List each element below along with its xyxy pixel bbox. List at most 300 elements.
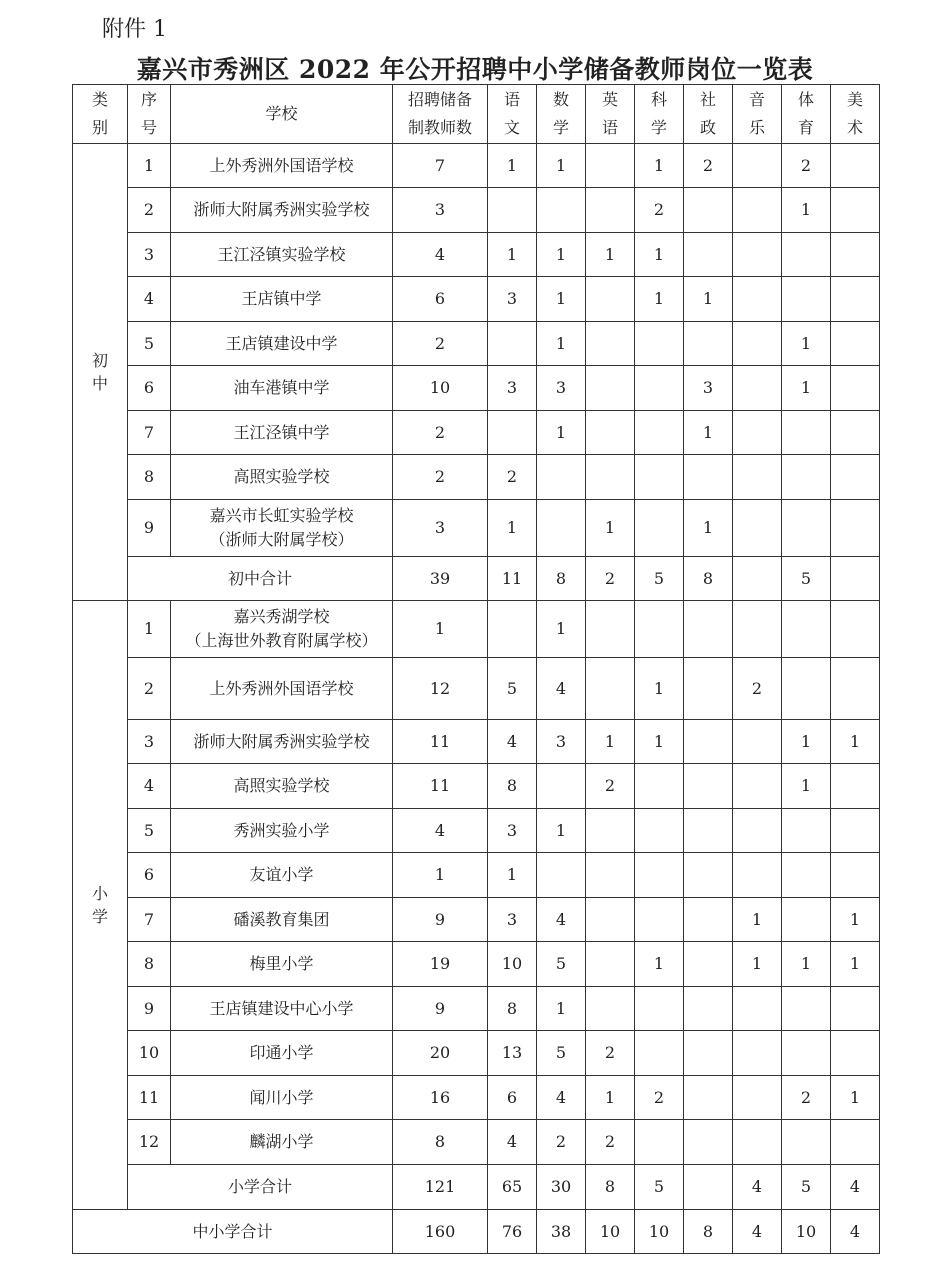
music-cell <box>733 720 782 764</box>
chinese-cell: 3 <box>488 898 537 942</box>
category-cell: 初 中 <box>73 144 128 601</box>
math-cell <box>537 188 586 233</box>
pe-cell: 1 <box>782 188 831 233</box>
table-header-row <box>73 85 880 144</box>
math-cell: 4 <box>537 658 586 720</box>
music-cell <box>733 455 782 500</box>
science-cell <box>635 1031 684 1076</box>
music-cell <box>733 1120 782 1165</box>
music-cell: 1 <box>733 898 782 942</box>
music-cell <box>733 601 782 658</box>
row-index: 2 <box>128 658 171 720</box>
math-cell: 8 <box>537 557 586 601</box>
social-cell <box>684 188 733 233</box>
math-cell: 1 <box>537 322 586 366</box>
school-name: 嘉兴秀湖学校 （上海世外教育附属学校） <box>171 601 393 658</box>
table-row <box>73 764 880 809</box>
chinese-cell: 1 <box>488 500 537 557</box>
art-cell <box>831 601 880 658</box>
social-cell: 2 <box>684 144 733 188</box>
school-name: 印通小学 <box>171 1031 393 1076</box>
science-cell <box>635 500 684 557</box>
english-cell <box>586 322 635 366</box>
chinese-cell: 5 <box>488 658 537 720</box>
total-cell: 3 <box>393 188 488 233</box>
total-cell: 39 <box>393 557 488 601</box>
chinese-cell: 1 <box>488 853 537 898</box>
music-cell <box>733 277 782 322</box>
science-cell: 1 <box>635 233 684 277</box>
school-name: 油车港镇中学 <box>171 366 393 411</box>
row-index: 9 <box>128 500 171 557</box>
table-row <box>73 1076 880 1120</box>
school-name: 高照实验学校 <box>171 455 393 500</box>
total-cell: 2 <box>393 411 488 455</box>
chinese-cell: 8 <box>488 987 537 1031</box>
row-index: 8 <box>128 455 171 500</box>
table-row <box>73 366 880 411</box>
table-row <box>73 277 880 322</box>
table-row <box>73 601 880 658</box>
science-cell: 5 <box>635 1165 684 1210</box>
science-cell <box>635 601 684 658</box>
total-cell: 4 <box>393 233 488 277</box>
header-school: 学校 <box>171 85 393 144</box>
pe-cell: 1 <box>782 942 831 987</box>
pe-cell <box>782 1120 831 1165</box>
art-cell <box>831 322 880 366</box>
table-row <box>73 853 880 898</box>
art-cell: 1 <box>831 898 880 942</box>
grand-total-row <box>73 1210 880 1254</box>
art-cell <box>831 233 880 277</box>
row-index: 9 <box>128 987 171 1031</box>
art-cell: 1 <box>831 1076 880 1120</box>
science-cell: 2 <box>635 1076 684 1120</box>
social-cell <box>684 601 733 658</box>
music-cell <box>733 500 782 557</box>
english-cell <box>586 277 635 322</box>
school-name: 秀洲实验小学 <box>171 809 393 853</box>
school-name: 王江泾镇实验学校 <box>171 233 393 277</box>
english-cell: 1 <box>586 720 635 764</box>
table-row <box>73 658 880 720</box>
social-cell: 1 <box>684 411 733 455</box>
english-cell <box>586 455 635 500</box>
art-cell <box>831 557 880 601</box>
english-cell: 2 <box>586 557 635 601</box>
table-row <box>73 188 880 233</box>
pe-cell: 1 <box>782 764 831 809</box>
school-name: 磻溪教育集团 <box>171 898 393 942</box>
math-cell: 1 <box>537 233 586 277</box>
social-cell <box>684 233 733 277</box>
math-cell <box>537 764 586 809</box>
art-cell: 4 <box>831 1210 880 1254</box>
header-index: 序 号 <box>128 85 171 144</box>
total-cell: 20 <box>393 1031 488 1076</box>
music-cell: 2 <box>733 658 782 720</box>
music-cell <box>733 366 782 411</box>
english-cell <box>586 809 635 853</box>
chinese-cell: 1 <box>488 144 537 188</box>
school-name: 嘉兴市长虹实验学校 （浙师大附属学校） <box>171 500 393 557</box>
pe-cell <box>782 987 831 1031</box>
total-cell: 9 <box>393 898 488 942</box>
chinese-cell <box>488 188 537 233</box>
math-cell: 4 <box>537 898 586 942</box>
science-cell: 1 <box>635 720 684 764</box>
subtotal-row <box>73 1165 880 1210</box>
pe-cell: 10 <box>782 1210 831 1254</box>
row-index: 5 <box>128 322 171 366</box>
music-cell <box>733 144 782 188</box>
math-cell: 38 <box>537 1210 586 1254</box>
math-cell: 3 <box>537 720 586 764</box>
science-cell <box>635 764 684 809</box>
school-name: 王江泾镇中学 <box>171 411 393 455</box>
chinese-cell <box>488 601 537 658</box>
table-row <box>73 1031 880 1076</box>
art-cell <box>831 1120 880 1165</box>
social-cell <box>684 1031 733 1076</box>
art-cell <box>831 809 880 853</box>
row-index: 5 <box>128 809 171 853</box>
math-cell: 1 <box>537 144 586 188</box>
row-index: 11 <box>128 1076 171 1120</box>
art-cell <box>831 277 880 322</box>
page-title: 嘉兴市秀洲区 2022 年公开招聘中小学储备教师岗位一览表 <box>136 55 814 84</box>
music-cell <box>733 557 782 601</box>
total-cell: 1 <box>393 853 488 898</box>
header-science: 科 学 <box>635 85 684 144</box>
school-name: 友谊小学 <box>171 853 393 898</box>
pe-cell <box>782 853 831 898</box>
math-cell: 2 <box>537 1120 586 1165</box>
school-name: 上外秀洲外国语学校 <box>171 658 393 720</box>
music-cell <box>733 853 782 898</box>
art-cell <box>831 500 880 557</box>
total-cell: 16 <box>393 1076 488 1120</box>
row-index: 2 <box>128 188 171 233</box>
table-row <box>73 411 880 455</box>
social-cell <box>684 987 733 1031</box>
math-cell: 30 <box>537 1165 586 1210</box>
english-cell <box>586 658 635 720</box>
english-cell: 2 <box>586 1120 635 1165</box>
science-cell <box>635 1120 684 1165</box>
social-cell <box>684 720 733 764</box>
row-index: 3 <box>128 720 171 764</box>
row-index: 4 <box>128 764 171 809</box>
header-total: 招聘储备 制教师数 <box>393 85 488 144</box>
total-cell: 11 <box>393 764 488 809</box>
total-cell: 19 <box>393 942 488 987</box>
social-cell: 1 <box>684 500 733 557</box>
total-cell: 2 <box>393 455 488 500</box>
total-cell: 10 <box>393 366 488 411</box>
art-cell <box>831 987 880 1031</box>
music-cell <box>733 188 782 233</box>
header-art: 美 术 <box>831 85 880 144</box>
school-name: 王店镇中学 <box>171 277 393 322</box>
table-row <box>73 455 880 500</box>
social-cell: 3 <box>684 366 733 411</box>
art-cell <box>831 764 880 809</box>
art-cell <box>831 455 880 500</box>
subtotal-row <box>73 557 880 601</box>
math-cell <box>537 853 586 898</box>
social-cell: 1 <box>684 277 733 322</box>
social-cell <box>684 1076 733 1120</box>
chinese-cell: 3 <box>488 809 537 853</box>
music-cell <box>733 233 782 277</box>
pe-cell <box>782 277 831 322</box>
school-name: 梅里小学 <box>171 942 393 987</box>
art-cell <box>831 1031 880 1076</box>
pe-cell: 2 <box>782 1076 831 1120</box>
header-category: 类 别 <box>73 85 128 144</box>
english-cell: 2 <box>586 764 635 809</box>
science-cell: 5 <box>635 557 684 601</box>
row-index: 4 <box>128 277 171 322</box>
math-cell: 1 <box>537 809 586 853</box>
chinese-cell: 4 <box>488 720 537 764</box>
header-social: 社 政 <box>684 85 733 144</box>
total-cell: 7 <box>393 144 488 188</box>
pe-cell <box>782 898 831 942</box>
music-cell <box>733 322 782 366</box>
school-name: 王店镇建设中心小学 <box>171 987 393 1031</box>
music-cell <box>733 411 782 455</box>
row-index: 8 <box>128 942 171 987</box>
row-index: 10 <box>128 1031 171 1076</box>
art-cell <box>831 853 880 898</box>
table-row <box>73 144 880 188</box>
school-name: 浙师大附属秀洲实验学校 <box>171 720 393 764</box>
school-name: 上外秀洲外国语学校 <box>171 144 393 188</box>
science-cell: 1 <box>635 942 684 987</box>
pe-cell <box>782 455 831 500</box>
art-cell <box>831 144 880 188</box>
school-name: 闻川小学 <box>171 1076 393 1120</box>
total-cell: 1 <box>393 601 488 658</box>
school-name: 麟湖小学 <box>171 1120 393 1165</box>
chinese-cell: 3 <box>488 277 537 322</box>
table-row <box>73 500 880 557</box>
table-row <box>73 898 880 942</box>
math-cell: 1 <box>537 277 586 322</box>
math-cell <box>537 455 586 500</box>
total-cell: 9 <box>393 987 488 1031</box>
social-cell <box>684 1165 733 1210</box>
english-cell <box>586 898 635 942</box>
chinese-cell: 76 <box>488 1210 537 1254</box>
social-cell <box>684 809 733 853</box>
art-cell <box>831 411 880 455</box>
music-cell <box>733 1076 782 1120</box>
math-cell: 5 <box>537 1031 586 1076</box>
math-cell: 4 <box>537 1076 586 1120</box>
pe-cell <box>782 601 831 658</box>
math-cell: 3 <box>537 366 586 411</box>
total-cell: 160 <box>393 1210 488 1254</box>
math-cell <box>537 500 586 557</box>
pe-cell <box>782 233 831 277</box>
music-cell <box>733 987 782 1031</box>
row-index: 6 <box>128 853 171 898</box>
header-chinese: 语 文 <box>488 85 537 144</box>
pe-cell <box>782 500 831 557</box>
social-cell <box>684 455 733 500</box>
science-cell: 1 <box>635 277 684 322</box>
science-cell: 1 <box>635 144 684 188</box>
math-cell: 1 <box>537 601 586 658</box>
art-cell: 1 <box>831 720 880 764</box>
chinese-cell <box>488 411 537 455</box>
row-index: 12 <box>128 1120 171 1165</box>
science-cell <box>635 366 684 411</box>
subtotal-label: 小学合计 <box>128 1165 393 1210</box>
total-cell: 8 <box>393 1120 488 1165</box>
row-index: 6 <box>128 366 171 411</box>
chinese-cell: 8 <box>488 764 537 809</box>
social-cell <box>684 853 733 898</box>
school-name: 王店镇建设中学 <box>171 322 393 366</box>
category-cell: 小 学 <box>73 601 128 1210</box>
english-cell <box>586 942 635 987</box>
art-cell <box>831 188 880 233</box>
attachment-label: 附件 1 <box>102 17 167 42</box>
chinese-cell: 11 <box>488 557 537 601</box>
music-cell: 4 <box>733 1165 782 1210</box>
school-name: 高照实验学校 <box>171 764 393 809</box>
pe-cell: 1 <box>782 366 831 411</box>
chinese-cell: 1 <box>488 233 537 277</box>
english-cell <box>586 601 635 658</box>
english-cell: 8 <box>586 1165 635 1210</box>
english-cell: 10 <box>586 1210 635 1254</box>
music-cell: 1 <box>733 942 782 987</box>
science-cell <box>635 411 684 455</box>
science-cell <box>635 987 684 1031</box>
english-cell: 1 <box>586 1076 635 1120</box>
social-cell <box>684 898 733 942</box>
total-cell: 6 <box>393 277 488 322</box>
row-index: 1 <box>128 144 171 188</box>
chinese-cell: 10 <box>488 942 537 987</box>
english-cell <box>586 366 635 411</box>
table-row <box>73 233 880 277</box>
pe-cell: 5 <box>782 557 831 601</box>
english-cell: 2 <box>586 1031 635 1076</box>
music-cell <box>733 764 782 809</box>
header-math: 数 学 <box>537 85 586 144</box>
total-cell: 121 <box>393 1165 488 1210</box>
music-cell <box>733 1031 782 1076</box>
social-cell <box>684 942 733 987</box>
chinese-cell: 65 <box>488 1165 537 1210</box>
table-row <box>73 809 880 853</box>
header-pe: 体 育 <box>782 85 831 144</box>
pe-cell <box>782 411 831 455</box>
math-cell: 5 <box>537 942 586 987</box>
pe-cell <box>782 658 831 720</box>
pe-cell: 2 <box>782 144 831 188</box>
music-cell: 4 <box>733 1210 782 1254</box>
social-cell <box>684 1120 733 1165</box>
table-row <box>73 1120 880 1165</box>
table-row <box>73 942 880 987</box>
total-cell: 11 <box>393 720 488 764</box>
table-row <box>73 322 880 366</box>
english-cell <box>586 987 635 1031</box>
music-cell <box>733 809 782 853</box>
chinese-cell: 4 <box>488 1120 537 1165</box>
header-english: 英 语 <box>586 85 635 144</box>
english-cell <box>586 853 635 898</box>
pe-cell <box>782 809 831 853</box>
pe-cell: 1 <box>782 720 831 764</box>
english-cell: 1 <box>586 500 635 557</box>
chinese-cell: 3 <box>488 366 537 411</box>
pe-cell <box>782 1031 831 1076</box>
science-cell <box>635 853 684 898</box>
pe-cell: 1 <box>782 322 831 366</box>
english-cell <box>586 411 635 455</box>
chinese-cell: 2 <box>488 455 537 500</box>
social-cell <box>684 322 733 366</box>
chinese-cell: 6 <box>488 1076 537 1120</box>
art-cell <box>831 658 880 720</box>
school-name: 浙师大附属秀洲实验学校 <box>171 188 393 233</box>
math-cell: 1 <box>537 411 586 455</box>
science-cell <box>635 898 684 942</box>
row-index: 3 <box>128 233 171 277</box>
total-cell: 2 <box>393 322 488 366</box>
art-cell <box>831 366 880 411</box>
english-cell <box>586 144 635 188</box>
science-cell: 1 <box>635 658 684 720</box>
chinese-cell <box>488 322 537 366</box>
row-index: 1 <box>128 601 171 658</box>
grand-total-label: 中小学合计 <box>73 1210 393 1254</box>
recruitment-table <box>72 84 880 1254</box>
science-cell <box>635 809 684 853</box>
science-cell <box>635 455 684 500</box>
english-cell: 1 <box>586 233 635 277</box>
art-cell: 4 <box>831 1165 880 1210</box>
social-cell <box>684 764 733 809</box>
header-music: 音 乐 <box>733 85 782 144</box>
english-cell <box>586 188 635 233</box>
row-index: 7 <box>128 411 171 455</box>
total-cell: 4 <box>393 809 488 853</box>
row-index: 7 <box>128 898 171 942</box>
math-cell: 1 <box>537 987 586 1031</box>
total-cell: 3 <box>393 500 488 557</box>
subtotal-label: 初中合计 <box>128 557 393 601</box>
table-row <box>73 987 880 1031</box>
table-row <box>73 720 880 764</box>
science-cell: 10 <box>635 1210 684 1254</box>
pe-cell: 5 <box>782 1165 831 1210</box>
science-cell <box>635 322 684 366</box>
art-cell: 1 <box>831 942 880 987</box>
chinese-cell: 13 <box>488 1031 537 1076</box>
total-cell: 12 <box>393 658 488 720</box>
social-cell <box>684 658 733 720</box>
